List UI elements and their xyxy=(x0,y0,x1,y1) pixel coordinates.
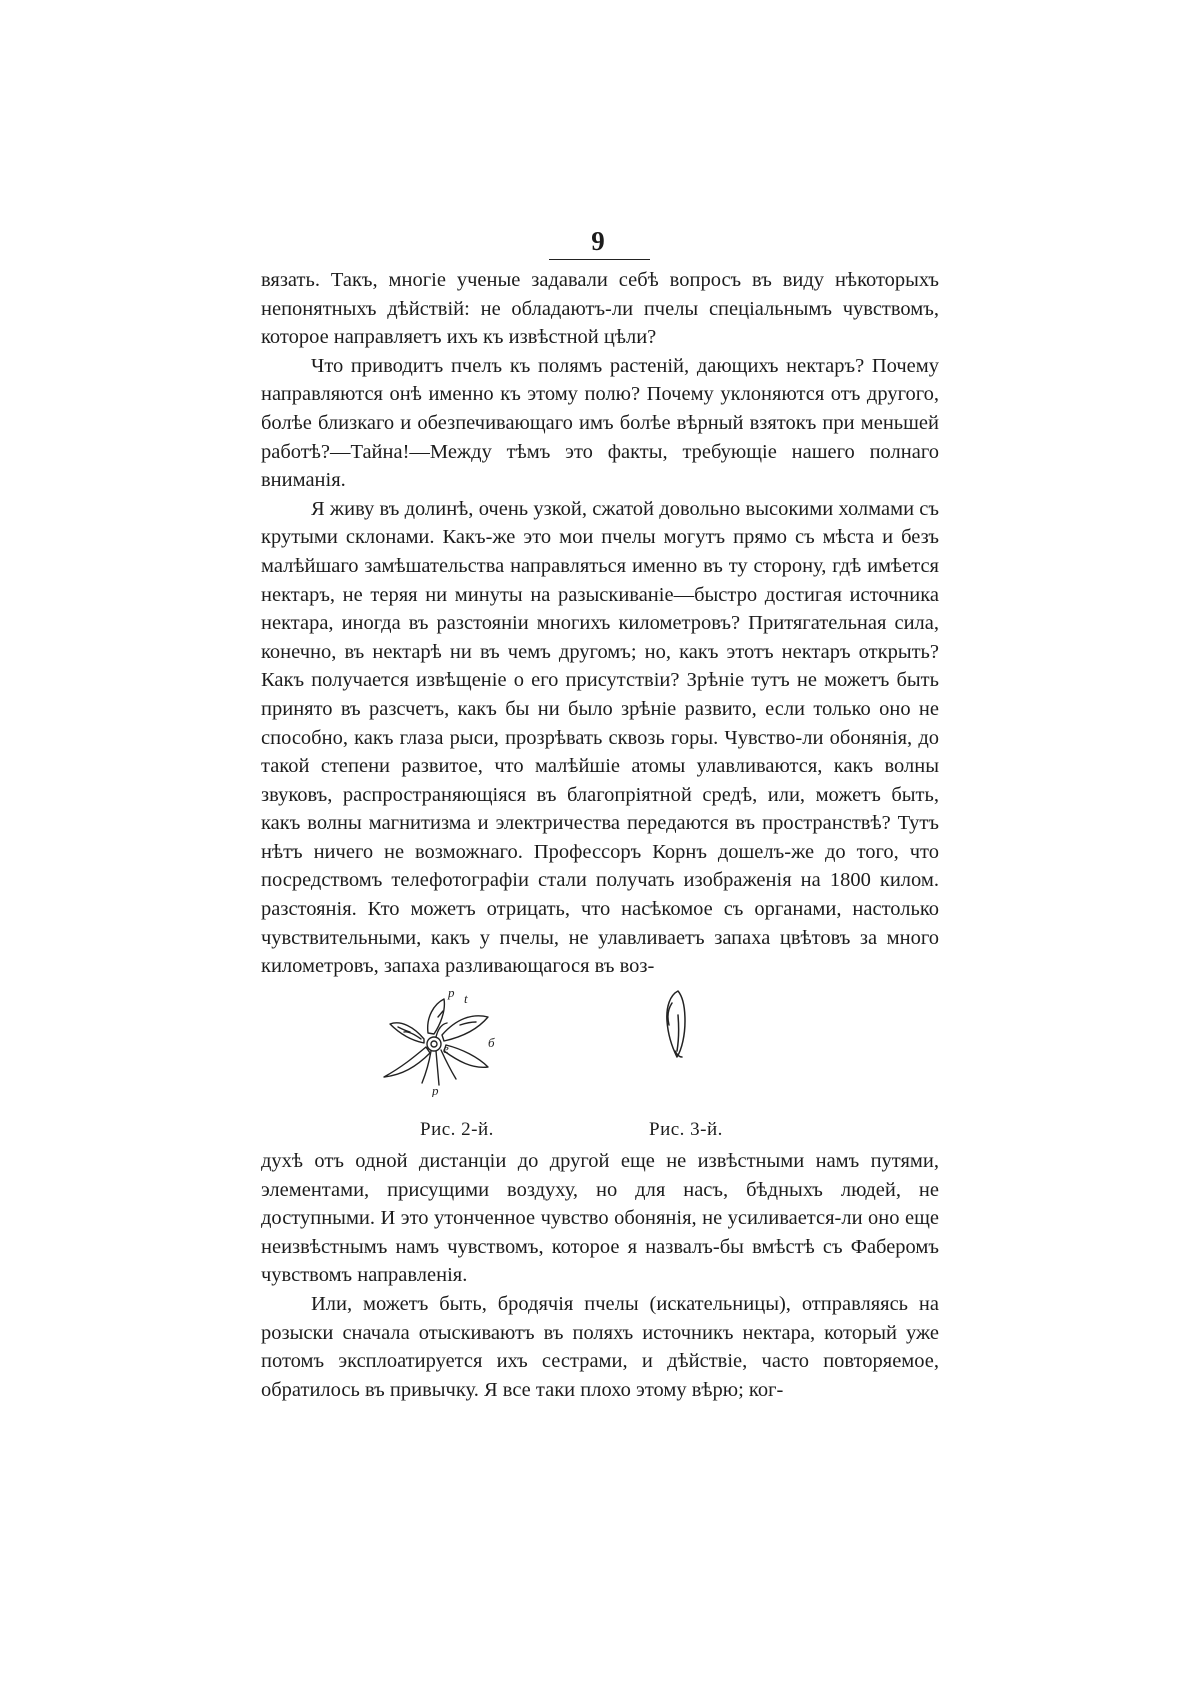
figure-2-caption: Рис. 2-й. xyxy=(420,1119,494,1140)
paragraph-valley-observation: Я живу въ долинѣ, очень узкой, сжатой довольно высокими холмами съ крутыми склонами. Какъ-же это мои пчелы могутъ прямо съ мѣста и безъ малѣйшаго замѣшательства направляться именно въ ту сторону, гдѣ имѣется нектаръ, не теряя ни минуты на разыскиваніе—быстро достигая источника нектара, иногда въ разстояніи многихъ километровъ? Притягательная сила, конечно, въ нектарѣ ни въ чемъ другомъ; но, какъ этотъ нектаръ открыть? Какъ получается извѣщеніе о его присутствіи? Зрѣніе тутъ не можетъ быть принято въ разсчетъ, какъ бы ни было зрѣніе развито, если только оно не способно, какъ глаза рыси, прозрѣвать сквозь горы. Чувство-ли обонянія, до такой степени развитое, что малѣйшіе атомы улавливаются, какъ волны звуковъ, распространяющіяся въ благопріятной средѣ, или, можетъ быть, какъ волны магнитизма и электричества передаются въ пространствѣ? Тутъ нѣтъ ничего не возможнаго. Профессоръ Корнъ дошелъ-же до того, что посредствомъ телефотографіи стали получать изображенія на 1800 килом. разстоянія. Кто можетъ отрицать, что насѣкомое съ органами, настолько чувствительными, какъ у пчелы, не улавливаетъ запаха цвѣтовъ за много километровъ, запаха разливающагося въ воз- xyxy=(261,497,939,978)
page-number: 9 xyxy=(591,226,605,256)
figure-2-label-b: б xyxy=(488,1035,495,1050)
figure-2-label-e: e xyxy=(443,1041,449,1056)
figure-2-drawing xyxy=(376,987,511,1097)
figure-2-label-p-top: p xyxy=(448,987,455,1000)
paragraph-smell-sense: духѣ отъ одной дистанціи до другой еще не извѣстными намъ путями, элементами, присущими воздуху, но для насъ, бѣдныхъ людей, не доступными. И это утонченное чувство обонянія, не усиливается-ли оно еще неизвѣстнымъ намъ чувствомъ, которое я назвалъ-бы вмѣстѣ съ Фаберомъ чувствомъ направленія. xyxy=(261,1150,939,1287)
figure-3-caption: Рис. 3-й. xyxy=(649,1119,723,1140)
figure-2-label-p-bottom: p xyxy=(432,1083,439,1097)
lower-text-block xyxy=(261,1147,939,1404)
paragraph-mystery-question: Что приводитъ пчелъ къ полямъ растеній, дающихъ нектаръ? Почему направляются онѣ именно къ этому полю? Почему уклоняются отъ другого, болѣе близкаго и обезпечивающаго имъ болѣе вѣрный взятокъ при меньшей работѣ?—Тайна!—Между тѣмъ это факты, требующіе нашего полнаго вниманія. xyxy=(261,354,939,492)
paragraph-scout-bees: Или, можетъ быть, бродячія пчелы (искательницы), отправляясь на розыски сначала отыскиваютъ въ поляхъ источникъ нектара, который уже потомъ эксплоатируется ихъ сестрами, и дѣйствіе, часто повторяемое, обратилось въ привычку. Я все таки плохо этому вѣрю; ког- xyxy=(261,1292,939,1401)
paragraph-continuation: вязать. Такъ, многіе ученые задавали себѣ вопросъ въ виду нѣкоторыхъ непонятныхъ дѣйствій: не обладаютъ-ли пчелы спеціальнымъ чувствомъ, которое направляетъ ихъ къ извѣстной цѣли? xyxy=(261,269,939,349)
figure-3-drawing xyxy=(658,987,698,1062)
figures-row xyxy=(261,985,939,1145)
upper-text-block xyxy=(261,266,939,981)
figure-2-label-t: t xyxy=(464,991,468,1006)
header-rule xyxy=(549,259,650,260)
